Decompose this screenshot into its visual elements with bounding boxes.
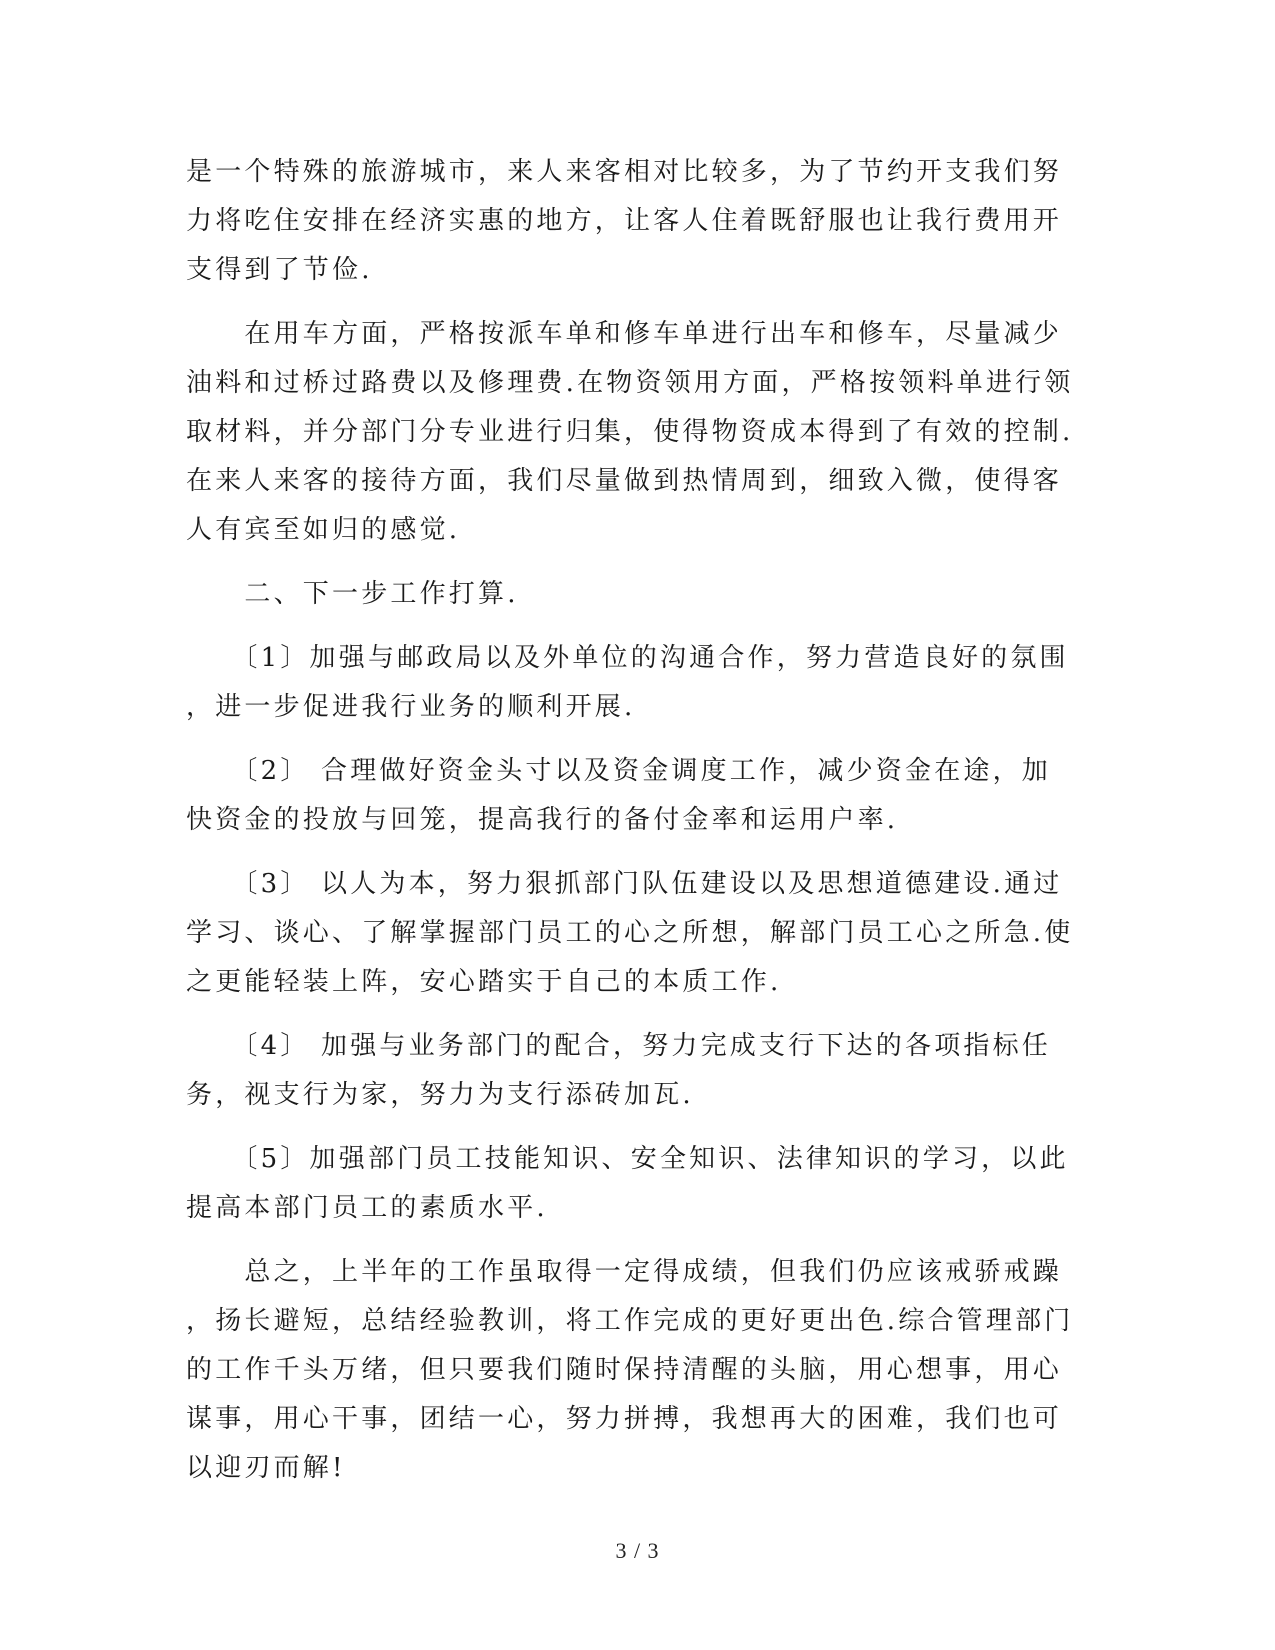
list-item-5: 〔5〕加强部门员工技能知识、安全知识、法律知识的学习，以此 提高本部门员工的素质水平. xyxy=(186,1144,1069,1223)
page-number: 3 / 3 xyxy=(615,1538,660,1563)
document-body xyxy=(186,148,1086,1508)
paragraph-hospitality-costs: 是一个特殊的旅游城市，来人来客相对比较多，为了节约开支我们努 力将吃住安排在经济实惠的地方，让客人住着既舒服也让我行费用开 支得到了节俭. xyxy=(186,157,1063,285)
paragraph-conclusion: 总之，上半年的工作虽取得一定得成绩，但我们仍应该戒骄戒躁 ，扬长避短，总结经验教训，将工作完成的更好更出色.综合管理部门 的工作千头万绪，但只要我们随时保持清醒的头脑，用心想事，用心 谋事，用心干事，团结一心，努力拼搏，我想再大的困难，我们也可 以迎刃而解! xyxy=(186,1257,1074,1483)
paragraph-vehicle-materials: 在用车方面，严格按派车单和修车单进行出车和修车，尽量减少 油料和过桥过路费以及修理费.在物资领用方面，严格按领料单进行领 取材料，并分部门分专业进行归集，使得物资成本得到了有效的控制. 在来人来客的接待方面，我们尽量做到热情周到，细致入微，使得客 人有宾至如归的感觉. xyxy=(186,319,1074,545)
list-item-3: 〔3〕 以人为本，努力狠抓部门队伍建设以及思想道德建设.通过 学习、谈心、了解掌握部门员工的心之所想，解部门员工心之所急.使 之更能轻装上阵，安心踏实于自己的本质工作. xyxy=(186,869,1074,997)
section-heading-next-steps: 二、下一步工作打算. xyxy=(186,579,519,609)
list-item-4: 〔4〕 加强与业务部门的配合，努力完成支行下达的各项指标任 务，视支行为家，努力为支行添砖加瓦. xyxy=(186,1031,1052,1110)
list-item-2: 〔2〕 合理做好资金头寸以及资金调度工作，减少资金在途，加 快资金的投放与回笼，提高我行的备付金率和运用户率. xyxy=(186,756,1052,835)
list-item-1: 〔1〕加强与邮政局以及外单位的沟通合作，努力营造良好的氛围 ，进一步促进我行业务的顺利开展. xyxy=(186,643,1069,722)
